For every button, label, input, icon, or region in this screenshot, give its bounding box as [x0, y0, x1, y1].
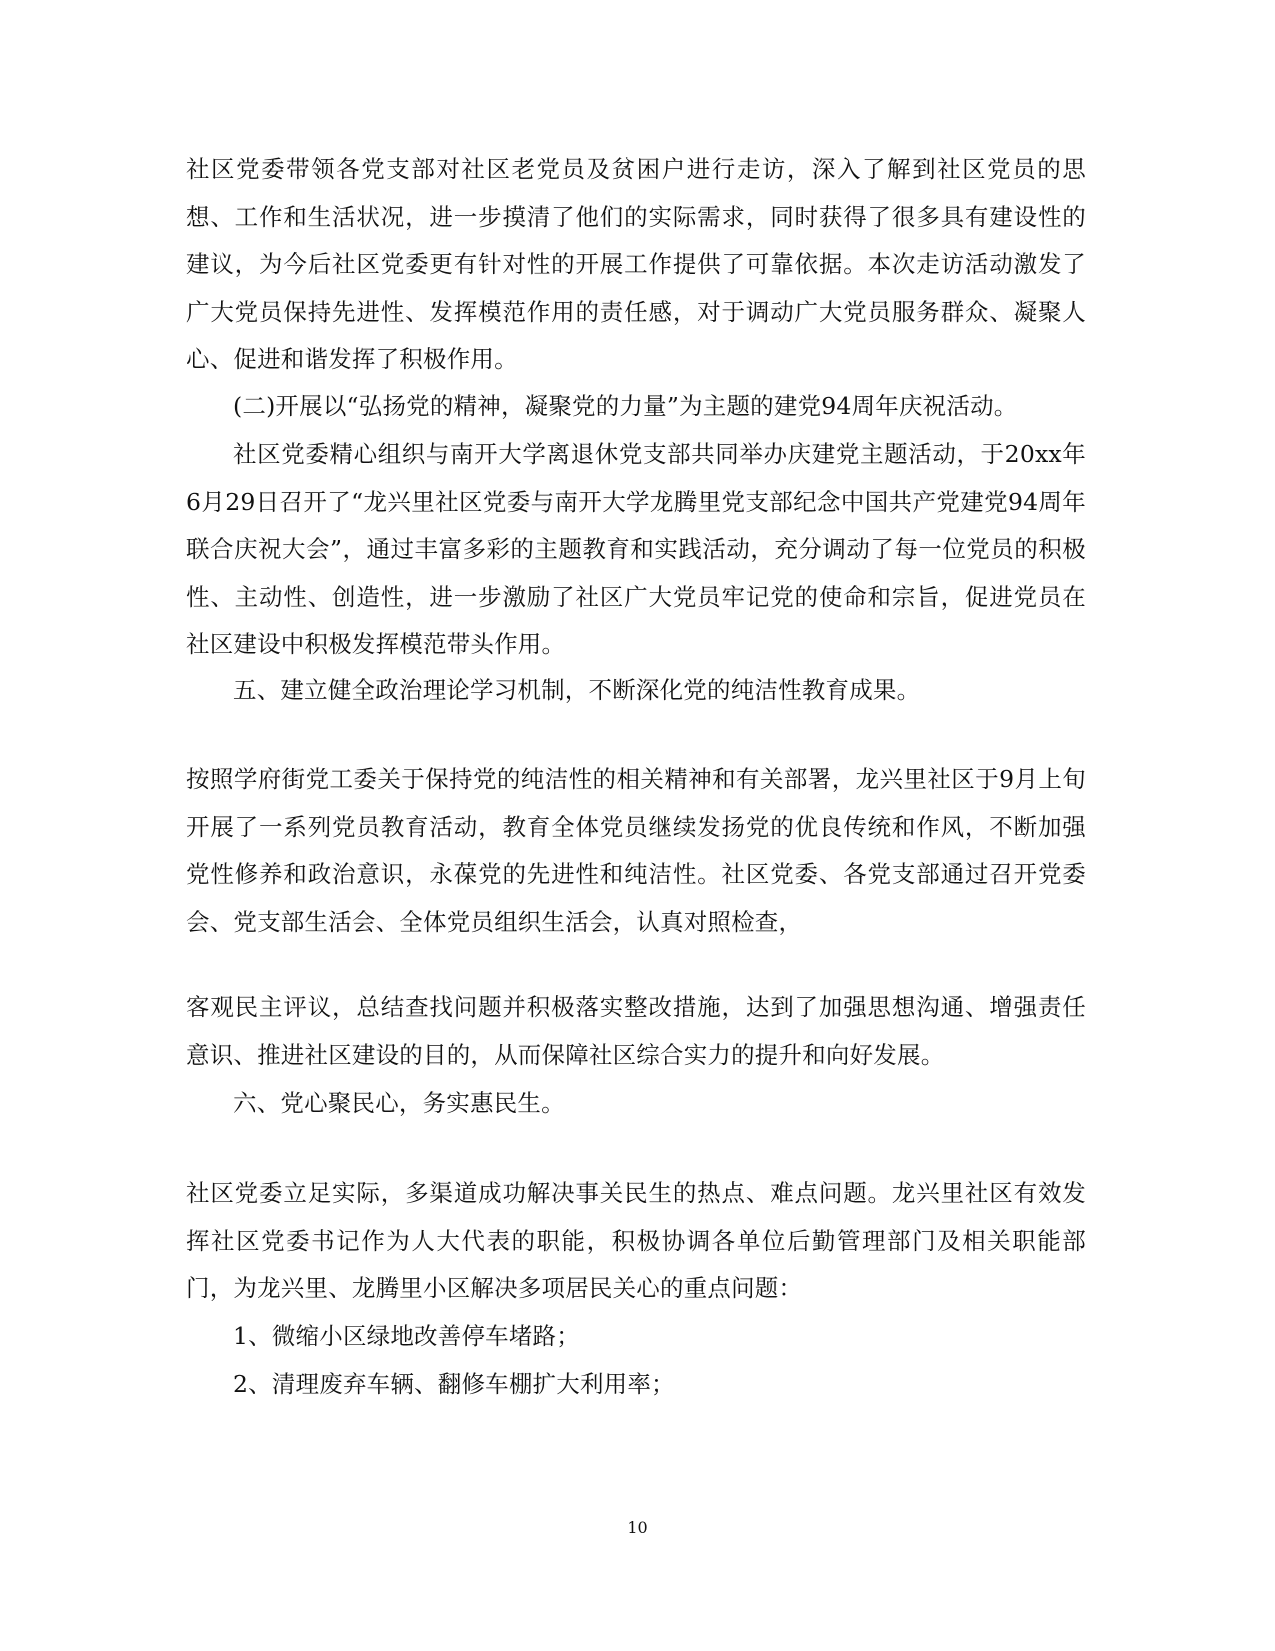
paragraph-anniversary-event: 社区党委精心组织与南开大学离退休党支部共同举办庆建党主题活动，于20xx年6月29日召开了“龙兴里社区党委与南开大学龙腾里党支部纪念中国共产党建党94周年联合庆祝大会”，通过丰富多彩的主题教育和实践活动，充分调动了每一位党员的积极性、主动性、创造性，进一步激励了社区广大党员牢记党的使命和宗旨，促进党员在社区建设中积极发挥模范带头作用。	[186, 440, 1086, 658]
paragraph-visit-results: 社区党委带领各党支部对社区老党员及贫困户进行走访，深入了解到社区党员的思想、工作和生活状况，进一步摸清了他们的实际需求，同时获得了很多具有建设性的建议，为今后社区党委更有针对性的开展工作提供了可靠依据。本次走访活动激发了广大党员保持先进性、发挥模范作用的责任感，对于调动广大党员服务群众、凝聚人心、促进和谐发挥了积极作用。	[186, 155, 1086, 373]
section-heading-five: 五、建立健全政治理论学习机制，不断深化党的纯洁性教育成果。	[233, 676, 921, 704]
paragraph-evaluation: 客观民主评议，总结查找问题并积极落实整改措施，达到了加强思想沟通、增强责任意识、推进社区建设的目的，从而保障社区综合实力的提升和向好发展。	[186, 993, 1086, 1069]
paragraph-livelihood: 社区党委立足实际，多渠道成功解决事关民生的热点、难点问题。龙兴里社区有效发挥社区党委书记作为人大代表的职能，积极协调各单位后勤管理部门及相关职能部门，为龙兴里、龙腾里小区解决多项居民关心的重点问题：	[186, 1179, 1086, 1302]
section-heading-anniversary: (二)开展以“弘扬党的精神，凝聚党的力量”为主题的建党94周年庆祝活动。	[233, 392, 1018, 420]
list-item-1: 1、微缩小区绿地改善停车堵路；	[233, 1322, 580, 1350]
paragraph-purity-education: 按照学府街党工委关于保持党的纯洁性的相关精神和有关部署，龙兴里社区于9月上旬开展了一系列党员教育活动，教育全体党员继续发扬党的优良传统和作风，不断加强党性修养和政治意识，永葆党的先进性和纯洁性。社区党委、各党支部通过召开党委会、党支部生活会、全体党员组织生活会，认真对照检查，	[186, 765, 1086, 936]
section-heading-six: 六、党心聚民心，务实惠民生。	[233, 1089, 565, 1117]
list-item-2: 2、清理废弃车辆、翻修车棚扩大利用率；	[233, 1370, 675, 1398]
page-number: 10	[627, 1518, 648, 1537]
